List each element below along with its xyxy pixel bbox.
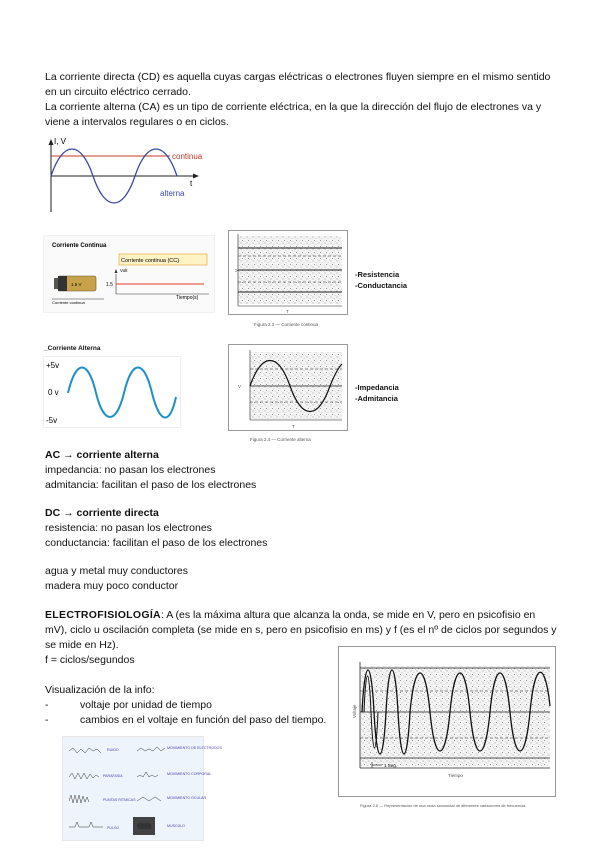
visual-item-1: - voltaje por unidad de tiempo: [45, 699, 212, 711]
figure-continua-chart: [228, 230, 348, 330]
cc-volt: Volt: [120, 268, 128, 273]
x-axis-arrow: [193, 174, 199, 179]
marker-label: 1 Seg.: [384, 763, 398, 768]
cc-v15: 1.5: [106, 282, 113, 288]
intro-paragraph-1: La corriente directa (CD) es aquella cuyas cargas eléctricas o electrones fluyen siempre en el mismo sentido en un circuito eléctrico cerrado.: [45, 71, 551, 98]
electro-formula: f = ciclos/segundos: [45, 654, 135, 666]
svg-text:V: V: [238, 384, 242, 389]
figure-artifact-grid: [63, 737, 222, 840]
grid-label-left-0: RUIDO: [107, 748, 119, 752]
grid-label-right-3: MUSCULO: [167, 824, 185, 828]
figure-sine-frequencies: [338, 646, 556, 810]
dc-heading: DC → corriente directa: [45, 507, 159, 519]
ca-y-bot: -5v: [46, 416, 58, 425]
big-caption: Figura 2.5 — Representación de una onda sinusoidal de diferentes variaciones de frecuencia.: [360, 803, 527, 808]
continua-label: continua: [172, 152, 203, 161]
alterna-caption: Figura 2.4 — Corriente alterna: [250, 437, 311, 442]
battery-label: 1.5 V: [71, 282, 82, 287]
side-label-conductancia: -Conductancia: [355, 281, 408, 290]
electro-text: : A (es la máxima altura que alcanza la onda, se mide en V, pero en psicofisio en mV), ciclo u oscilación completa (se mide en s, pero en psicofisio en ms) y f (es el nº de ciclos por segundos y se mide en Hz).: [45, 609, 557, 651]
cc-box-label: Corriente continua (CC): [121, 258, 180, 264]
cc-sub: Corriente continua: [52, 300, 85, 305]
svg-text:T: T: [286, 309, 289, 314]
intro-paragraph-2: La corriente alterna (CA) es un tipo de corriente eléctrica, en la que la dirección del flujo de electrones va y viene a intervalos regulares o en ciclos.: [45, 101, 542, 128]
visual-item-2: - cambios en el voltaje en función del paso del tiempo.: [45, 714, 327, 726]
grid-label-right-0: MOVIMIENTO DE ELECTRODOS: [167, 746, 222, 750]
cc-title: Corriente Continua: [52, 243, 107, 249]
svg-text:V: V: [234, 268, 239, 272]
axis-label: I, V: [54, 137, 67, 146]
y-axis-arrow: [49, 139, 54, 145]
dc-line-2: conductancia: facilitan el paso de los electrones: [45, 537, 268, 549]
continua-caption: Figura 2.3 — Corriente continua: [254, 322, 319, 327]
side-label-resistencia: -Resistencia: [355, 270, 400, 279]
grid-label-right-1: MOVIMIENTO CORPORAL: [167, 772, 212, 776]
side-label-impedancia: -Impedancia: [355, 383, 399, 392]
ca-wave: [68, 368, 176, 418]
dc-line-1: resistencia: no pasan los electrones: [45, 522, 212, 534]
misc-line-1: agua y metal muy conductores: [45, 565, 188, 577]
grid-label-left-2: PUNTAS RITMICAS: [103, 798, 136, 802]
big-ylabel: Voltaje: [352, 704, 357, 718]
figure-corriente-continua: [44, 236, 214, 312]
battery-end: [58, 276, 67, 291]
ca-y-top: +5v: [46, 361, 60, 370]
ca-title: _Corriente Alterna: [44, 345, 101, 352]
ac-line-2: admitancia: facilitan el paso de los electrones: [45, 479, 257, 491]
svg-text:T: T: [292, 424, 295, 429]
side-label-admitancia: -Admitancia: [355, 394, 398, 403]
misc-line-2: madera muy poco conductor: [45, 580, 179, 592]
big-xlabel: Tiempo: [448, 773, 463, 778]
figure-alterna-chart: [228, 344, 348, 444]
figure-corriente-alterna: [44, 357, 180, 427]
figure-continua-alterna: [45, 136, 210, 214]
ca-y-mid: 0 v: [48, 388, 59, 397]
electro-title: ELECTROFISIOLOGÍA: [45, 609, 161, 621]
grid-label-left-3: PULSO: [107, 826, 120, 830]
grid-label-left-1: PARAFASIA: [103, 774, 123, 778]
grid-label-right-2: MOVIMIENTO OCULAR: [167, 796, 207, 800]
visual-heading: Visualización de la info:: [45, 684, 155, 696]
t-label: t: [190, 179, 193, 188]
cc-tiempo: Tiempo(s): [176, 295, 199, 301]
ac-heading: AC → corriente alterna: [45, 449, 159, 461]
alterna-label: alterna: [160, 189, 185, 198]
ac-line-1: impedancia: no pasan los electrones: [45, 464, 216, 476]
